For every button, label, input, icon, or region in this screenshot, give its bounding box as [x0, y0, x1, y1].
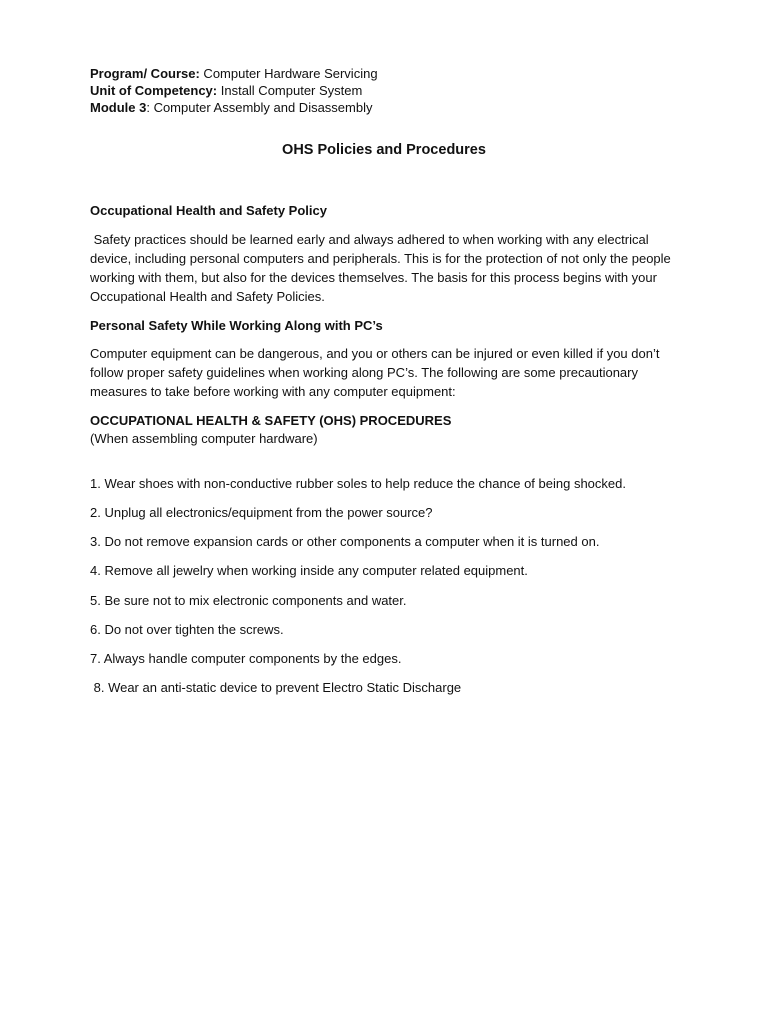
- program-value: Computer Hardware Servicing: [199, 66, 378, 81]
- policy-heading: Occupational Health and Safety Policy: [90, 203, 327, 218]
- procedures-subheading: (When assembling computer hardware): [90, 431, 318, 446]
- module-label: Module 3: [90, 100, 147, 115]
- personal-safety-paragraph: Computer equipment can be dangerous, and you or others can be injured or even killed if you don’t follow proper safety guidelines when working along PC’s. The following are some precautionary measures to take before working with any computer equipment:: [90, 346, 660, 399]
- unit-label: Unit of Competency:: [90, 83, 218, 98]
- unit-value: Install Computer System: [217, 83, 363, 98]
- module-row: [90, 99, 378, 116]
- policy-paragraph: Safety practices should be learned early and always adhered to when working with any electrical device, including personal computers and peripherals. This is for the protection of not only the people working with them, but also for the devices themselves. The basis for this process begins with your Occupational Health and Safety Policies.: [90, 232, 675, 304]
- program-row: [90, 65, 378, 82]
- procedure-item: 7. Always handle computer components by the edges.: [90, 651, 402, 666]
- program-label: Program/ Course:: [90, 66, 200, 81]
- personal-safety-heading: Personal Safety While Working Along with PC’s: [90, 318, 383, 333]
- procedure-item: 5. Be sure not to mix electronic components and water.: [90, 593, 407, 608]
- procedure-item: 4. Remove all jewelry when working inside any computer related equipment.: [90, 563, 528, 578]
- procedure-item: 1. Wear shoes with non-conductive rubber soles to help reduce the chance of being shocked.: [90, 476, 626, 491]
- procedure-item: 3. Do not remove expansion cards or other components a computer when it is turned on.: [90, 534, 600, 549]
- document-header: [90, 65, 378, 116]
- procedure-item: 8. Wear an anti-static device to prevent Electro Static Discharge: [90, 680, 462, 695]
- unit-row: [90, 82, 378, 99]
- procedures-heading: OCCUPATIONAL HEALTH & SAFETY (OHS) PROCEDURES: [90, 413, 452, 428]
- procedure-item: 6. Do not over tighten the screws.: [90, 622, 284, 637]
- module-value: : Computer Assembly and Disassembly: [146, 100, 373, 115]
- page-title: OHS Policies and Procedures: [282, 142, 486, 158]
- procedure-item: 2. Unplug all electronics/equipment from the power source?: [90, 505, 433, 520]
